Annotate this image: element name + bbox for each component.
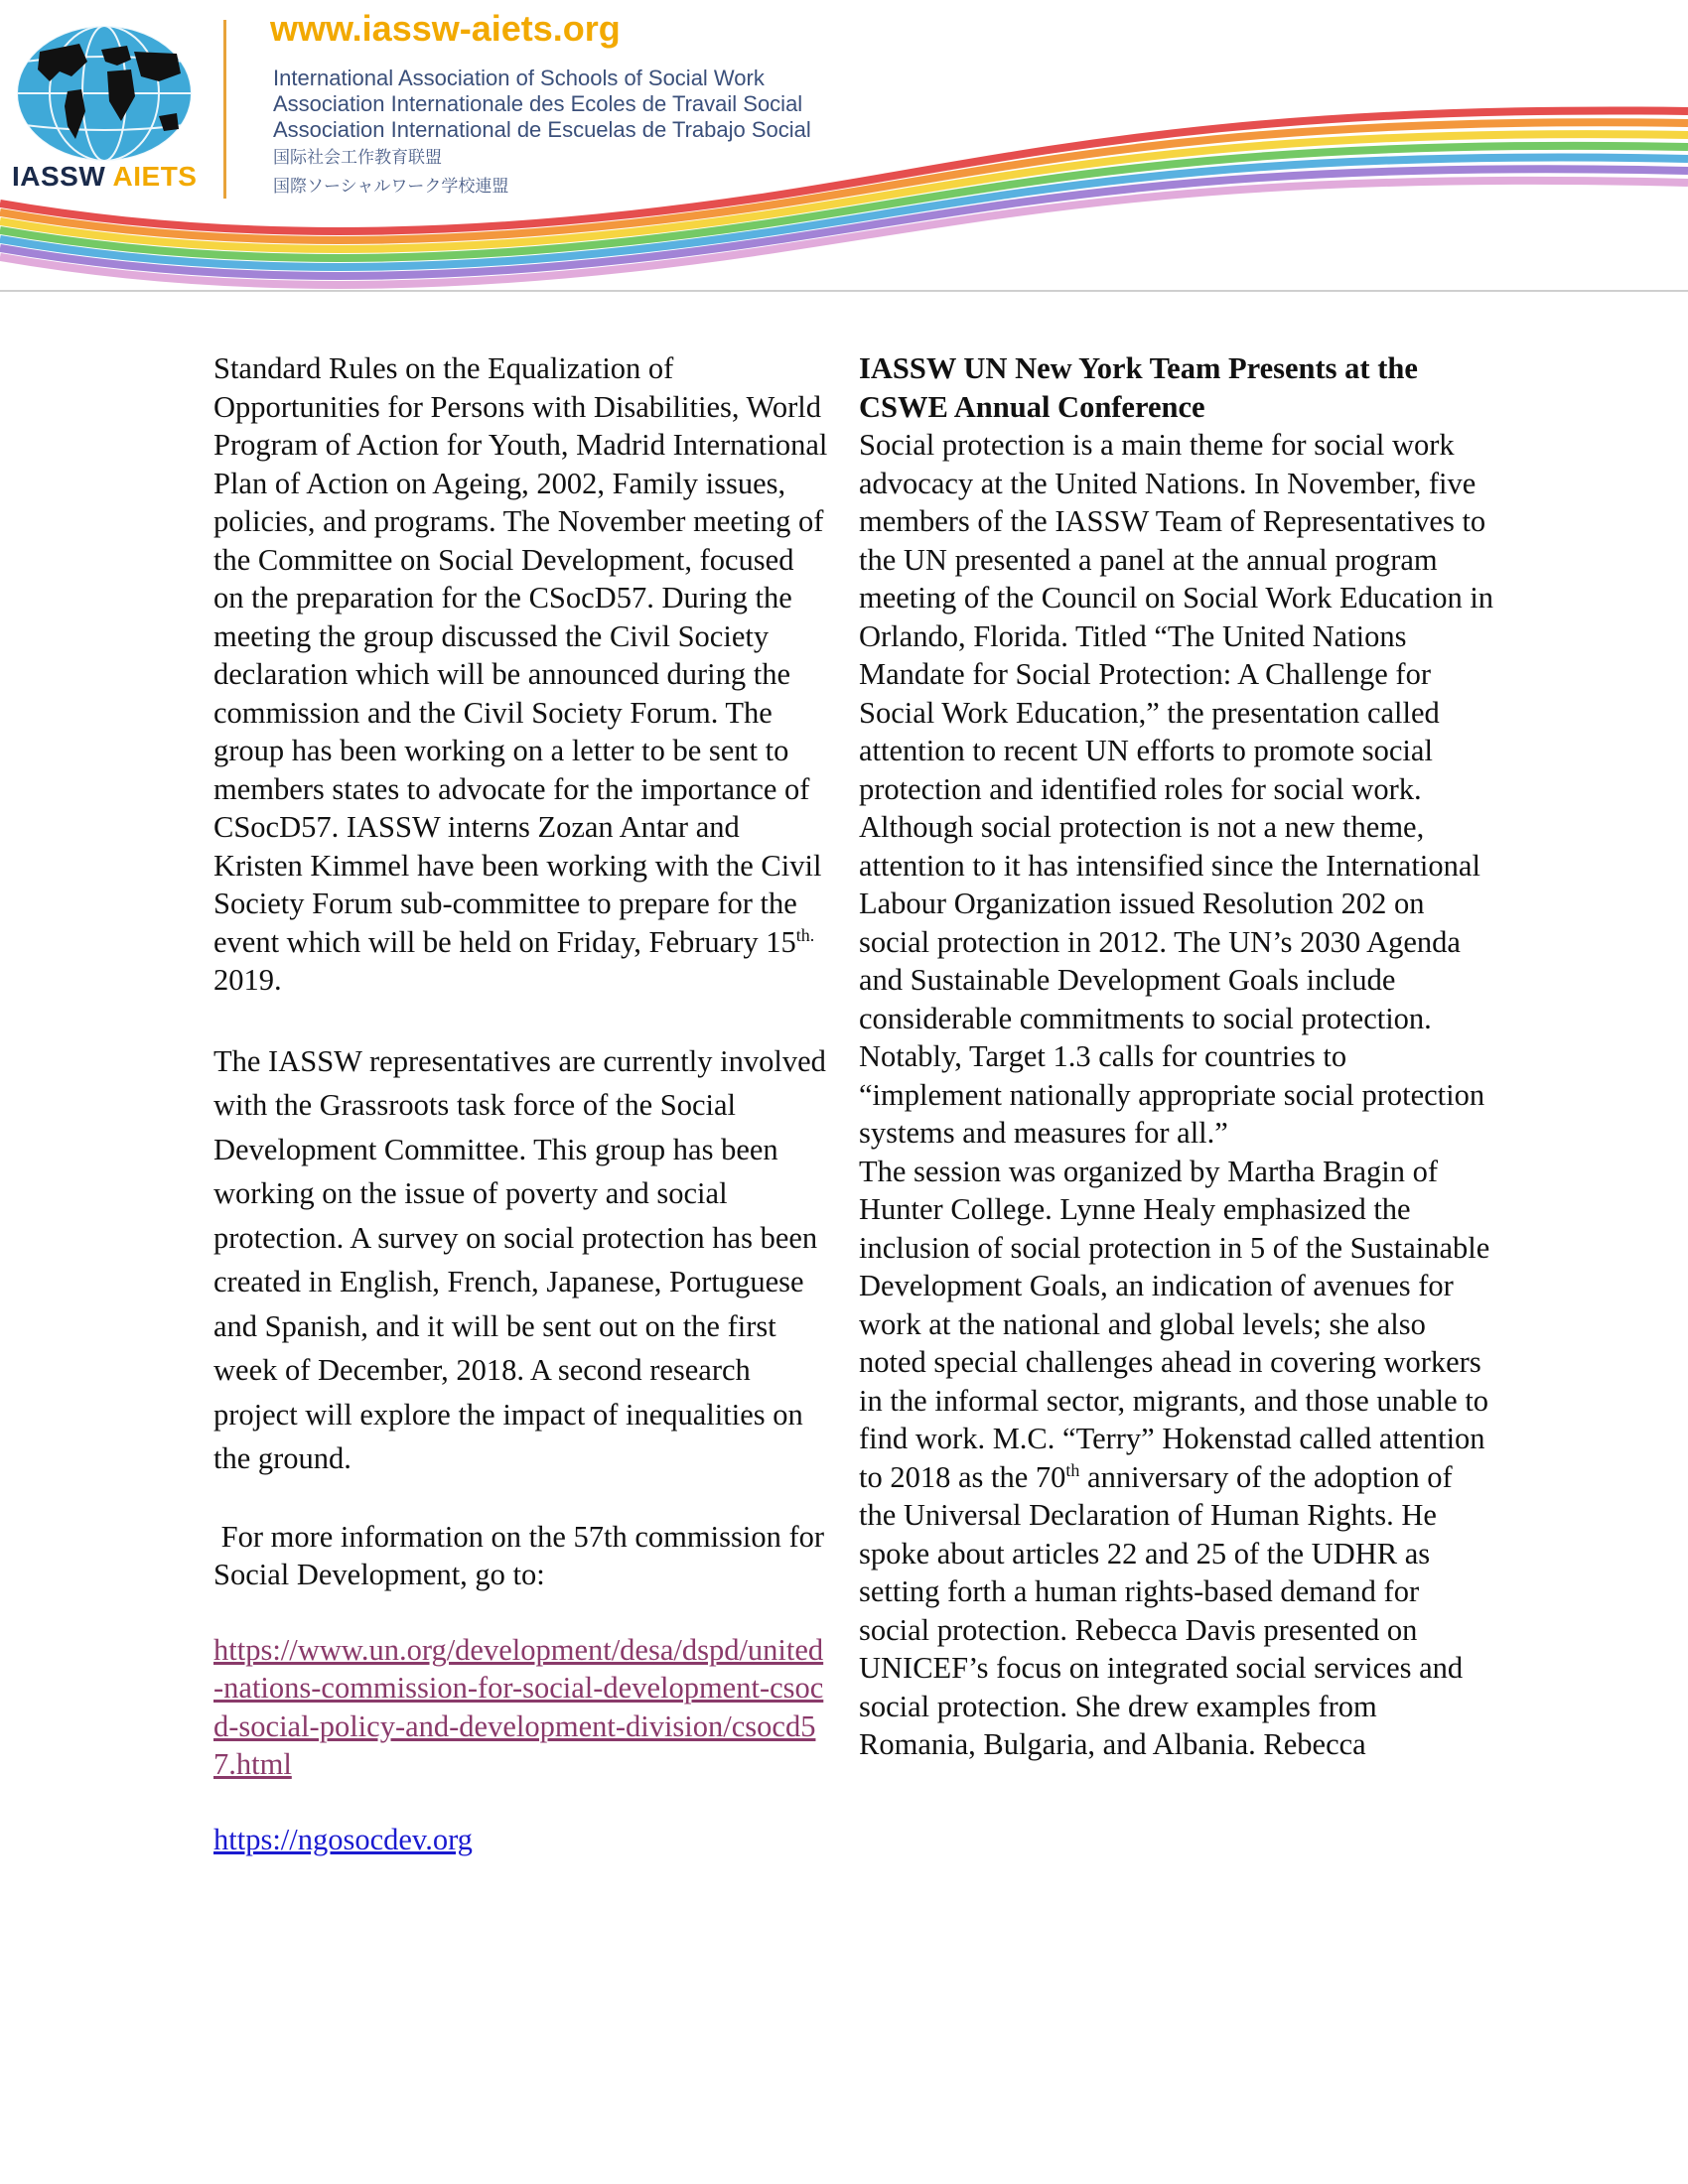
- csocd57-link[interactable]: https://www.un.org/development/desa/dspd/united-nations-commission-for-social-development-csocd-social-policy-and-development-division/csocd57.html: [213, 1632, 824, 1781]
- right-paragraph-2: [859, 1153, 1494, 1764]
- left-paragraph-1-end: 2019.: [213, 963, 282, 997]
- ordinal-suffix: th: [1065, 1459, 1080, 1480]
- right-paragraph-2-end: anniversary of the adoption of the Universal Declaration of Human Rights. He spoke about articles 22 and 25 of the UDHR as setting forth a human rights-based demand for social protection. Rebecca Davis presented on UNICEF’s focus on integrated social services and social protection. She drew examples from Romania, Bulgaria, and Albania. Rebecca: [859, 1459, 1464, 1761]
- header-divider: [0, 290, 1688, 292]
- page-header: [0, 0, 1688, 290]
- rainbow-swoosh-graphic: [0, 0, 1688, 290]
- org-name-french: Association Internationale des Ecoles de Travail Social: [273, 91, 803, 116]
- org-name-spanish: Association International de Escuelas de Trabajo Social: [273, 117, 811, 142]
- logo-wordmark: [12, 161, 198, 193]
- left-paragraph-3: For more information on the 57th commission for Social Development, go to:: [213, 1519, 832, 1591]
- right-paragraph-2-text: The session was organized by Martha Bragin of Hunter College. Lynne Healy emphasized the inclusion of social protection in 5 of the Sustainable Development Goals, an indication of avenues for work at the national and global levels; she also noted special challenges ahead in covering workers in the informal sector, migrants, and those unable to find work. M.C. “Terry” Hokenstad called attention to 2018 as the 70: [859, 1154, 1490, 1494]
- header-vertical-divider: [223, 20, 226, 199]
- logo-iassw-text: IASSW: [12, 161, 106, 192]
- right-paragraph-1: Social protection is a main theme for social work advocacy at the United Nations. In November, five members of the IASSW Team of Representatives to the UN presented a panel at the annual program meeting of the Council on Social Work Education in Orlando, Florida. Titled “The United Nations Mandate for Social Protection: A Challenge for Social Work Education,” the presentation called attention to recent UN efforts to promote social protection and identified roles for social work. Although social protection is not a new theme, attention to it has intensified since the International Labour Organization issued Resolution 202 on social protection in 2012. The UN’s 2030 Agenda and Sustainable Development Goals include considerable commitments to social protection. Notably, Target 1.3 calls for countries to “implement nationally appropriate social protection systems and measures for all.”: [859, 428, 1494, 1150]
- org-name-chinese: 国际社会工作教育联盟: [273, 148, 442, 167]
- organization-names: [273, 66, 811, 201]
- left-paragraph-1: [213, 349, 829, 1000]
- right-column: [859, 349, 1494, 1764]
- site-url[interactable]: www.iassw-aiets.org: [270, 8, 621, 49]
- org-name-japanese: 国際ソーシャルワーク学校連盟: [273, 177, 509, 196]
- left-column: [213, 349, 832, 1858]
- ordinal-suffix: th.: [795, 924, 815, 945]
- left-paragraph-2: The IASSW representatives are currently involved with the Grassroots task force of the Social Development Committee. This group has been working on the issue of poverty and social protection. A survey on social protection has been created in English, French, Japanese, Portuguese and Spanish, and it will be sent out on the first week of December, 2018. A second research project will explore the impact of inequalities on the ground.: [213, 1043, 826, 1475]
- globe-logo-icon: [10, 22, 199, 166]
- ngosocdev-link[interactable]: https://ngosocdev.org: [213, 1822, 473, 1856]
- logo-aiets-text: AIETS: [112, 161, 198, 192]
- article-heading: IASSW UN New York Team Presents at the CSWE Annual Conference: [859, 351, 1418, 424]
- org-name-english: International Association of Schools of Social Work: [273, 66, 765, 90]
- left-paragraph-1-text: Standard Rules on the Equalization of Opportunities for Persons with Disabilities, World Program of Action for Youth, Madrid International Plan of Action on Ageing, 2002, Family issues, policies, and programs. The November meeting of the Committee on Social Development, focused on the preparation for the CSocD57. During the meeting the group discussed the Civil Society declaration which will be announced during the commission and the Civil Society Forum. The group has been working on a letter to be sent to members states to advocate for the importance of CSocD57. IASSW interns Zozan Antar and Kristen Kimmel have been working with the Civil Society Forum sub-committee to prepare for the event which will be held on Friday, February 15: [213, 351, 828, 959]
